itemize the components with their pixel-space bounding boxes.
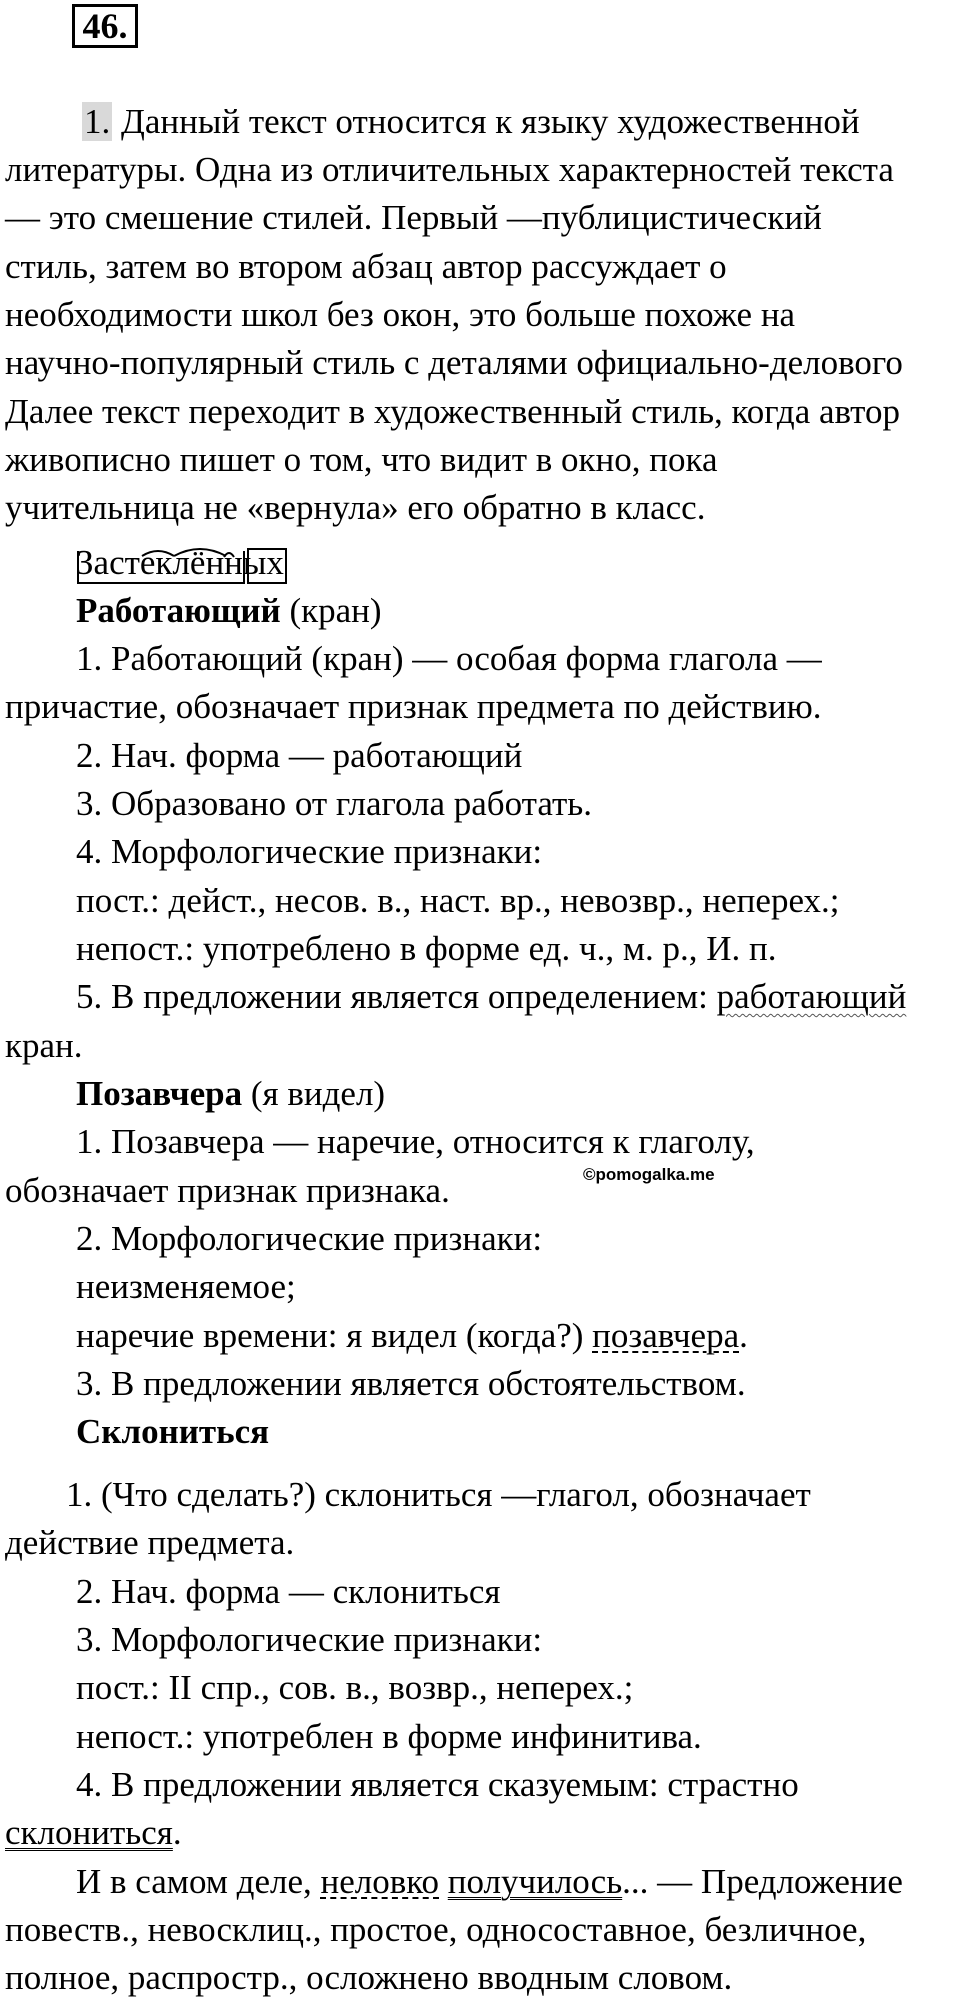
para1-line: живописно пишет о том, что видит в окно, пока — [5, 440, 718, 479]
sentence-line — [76, 1862, 903, 1902]
word2-heading — [76, 1074, 385, 1114]
word2-line: обозначает признак признака. — [5, 1171, 450, 1210]
sentence-text — [439, 1862, 448, 1901]
para1-line: Далее текст переходит в художественный стиль, когда автор — [5, 392, 901, 431]
word2-line: 3. В предложении является обстоятельством. — [76, 1364, 746, 1403]
word1-line: 4. Морфологические признаки: — [76, 832, 543, 871]
word2-line: неизменяемое; — [76, 1267, 296, 1306]
para1-line: литературы. Одна из отличительных характерностей текста — [5, 150, 894, 189]
word2-title: Позавчера — [76, 1074, 243, 1113]
word2-line-text: . — [739, 1316, 748, 1355]
word3-title: Склониться — [76, 1412, 270, 1451]
para1-line-1-text: Данный текст относится к языку художественной — [112, 102, 860, 141]
word3-line: пост.: II спр., сов. в., возвр., неперех.; — [76, 1668, 634, 1707]
word2-context: (я видел) — [242, 1074, 386, 1113]
word3-line — [5, 1813, 182, 1853]
para1-line: — это смешение стилей. Первый —публицистический — [5, 198, 822, 237]
word1-context: (кран) — [280, 591, 382, 630]
para1-line: необходимости школ без окон, это больше похоже на — [5, 295, 796, 334]
word3-line: 3. Морфологические признаки: — [76, 1620, 543, 1659]
word2-line — [76, 1316, 748, 1356]
word1-line-text: 5. В предложении является определением: — [76, 977, 717, 1016]
word3-line: 1. (Что сделать?) склониться —глагол, обозначает — [66, 1475, 811, 1514]
para1-line: научно-популярный стиль с деталями официально-делового — [5, 343, 903, 382]
word3-line: непост.: употреблен в форме инфинитива. — [76, 1717, 702, 1756]
word3-line: 2. Нач. форма — склониться — [76, 1572, 501, 1611]
para1-line: стиль, затем во втором абзац автор рассуждает о — [5, 247, 727, 286]
word1-line — [76, 977, 906, 1017]
para1-line-1 — [82, 102, 860, 142]
word2-line-text: наречие времени: я видел (когда?) — [76, 1316, 593, 1355]
morph-word-text: Застеклённых — [76, 543, 284, 582]
para1-line: учительница не «вернула» его обратно в класс. — [5, 488, 706, 527]
word1-line: пост.: дейст., несов. в., наст. вр., невозвр., неперех.; — [76, 881, 840, 920]
word3-line: 4. В предложении является сказуемым: страстно — [76, 1765, 799, 1804]
predicate-underline: получилось — [447, 1862, 623, 1901]
task-number: 46. — [72, 4, 138, 48]
word1-line: 3. Образовано от глагола работать. — [76, 784, 592, 823]
para1-marker: 1. — [84, 102, 111, 141]
word1-heading — [76, 591, 382, 631]
word2-line: 1. Позавчера — наречие, относится к глаголу, — [76, 1122, 755, 1161]
sentence-line: повеств., невосклиц., простое, односоставное, безличное, — [5, 1910, 867, 1949]
word3-line-text: . — [172, 1813, 182, 1852]
word1-title: Работающий — [76, 591, 281, 630]
word3-line: действие предмета. — [5, 1523, 295, 1562]
word2-line: 2. Морфологические признаки: — [76, 1219, 543, 1258]
sentence-line: полное, распростр., осложнено вводным словом. — [5, 1958, 733, 1997]
adverbial-underline: неловко — [320, 1862, 440, 1901]
word1-line: причастие, обозначает признак предмета по действию. — [5, 687, 822, 726]
word1-line: кран. — [5, 1026, 83, 1065]
word1-line: 1. Работающий (кран) — особая форма глагола — — [76, 639, 822, 678]
sentence-text: И в самом деле, — [76, 1862, 321, 1901]
adverbial-underline: позавчера — [592, 1316, 740, 1355]
word1-line: непост.: употреблено в форме ед. ч., м. р., И. п. — [76, 929, 777, 968]
predicate-underline: склониться — [5, 1813, 173, 1852]
definition-underline: работающий — [716, 977, 907, 1016]
word1-line: 2. Нач. форма — работающий — [76, 736, 523, 775]
sentence-text: ... — Предложение — [622, 1862, 903, 1901]
word3-heading — [76, 1412, 269, 1452]
watermark: ©pomogalka.me — [583, 1165, 715, 1184]
